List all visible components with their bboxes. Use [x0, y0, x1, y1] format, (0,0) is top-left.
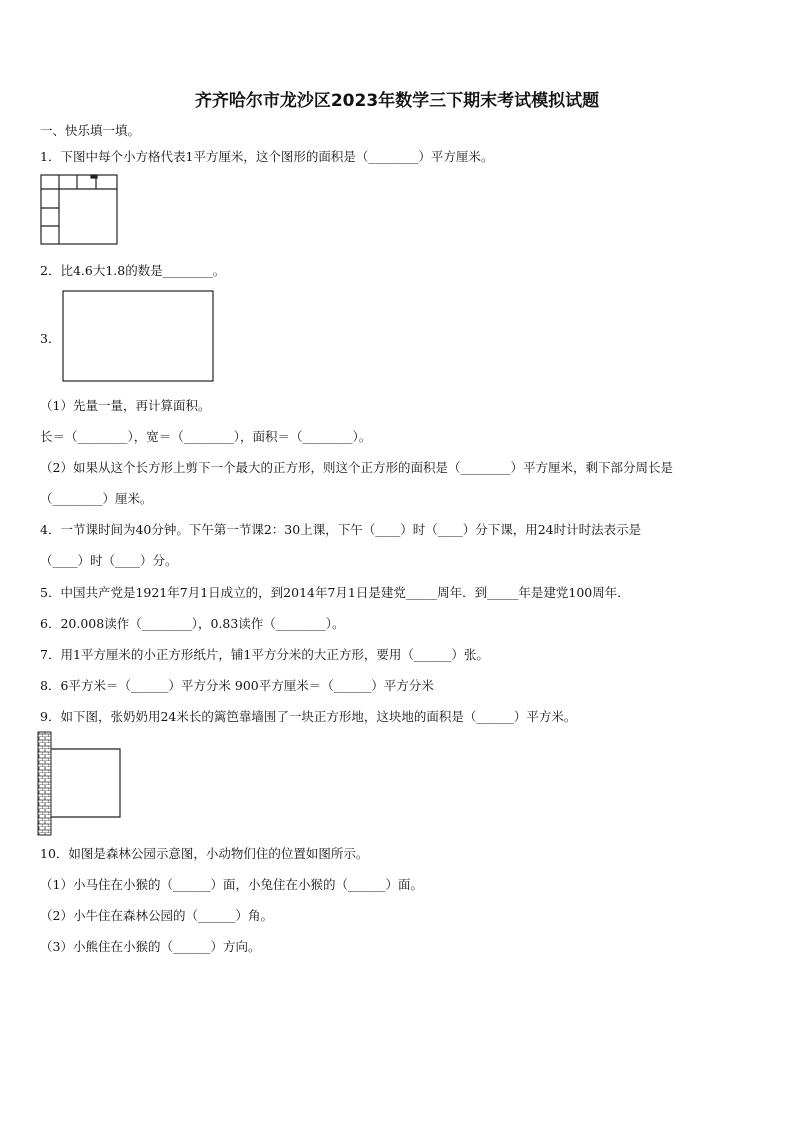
question-3-part-2-cont: （________）厘米。 [40, 491, 153, 506]
question-7: 7．用1平方厘米的小正方形纸片，铺1平方分米的大正方形，要用（______）张。 [40, 647, 489, 662]
grid-figure [40, 174, 120, 246]
grid-outer [41, 175, 117, 244]
wall [38, 732, 51, 835]
question-6: 6．20.008读作（________），0.83读作（________）。 [40, 616, 345, 631]
question-10-part-3: （3）小熊住在小猴的（______）方向。 [40, 939, 261, 954]
question-10-part-1: （1）小马住在小猴的（______）面，小兔住在小猴的（______）面。 [40, 877, 423, 892]
question-9: 9．如下图，张奶奶用24米长的篱笆靠墙围了一块正方形地，这块地的面积是（______）平方米。 [40, 709, 577, 724]
question-3-part-1: （1）先量一量，再计算面积。 [40, 398, 211, 413]
question-8: 8．6平方米＝（______）平方分米 900平方厘米＝（______）平方分米 [40, 678, 434, 693]
question-3-part-2: （2）如果从这个长方形上剪下一个最大的正方形，则这个正方形的面积是（________）平方厘米，剩下部分周长是 [40, 460, 673, 475]
question-1: 1．下图中每个小方格代表1平方厘米，这个图形的面积是（________）平方厘米。 [40, 149, 494, 164]
fence-wall-figure [36, 731, 126, 837]
rectangle-figure [62, 290, 215, 383]
question-4: 4．一节课时间为40分钟。下午第一节课2：30上课，下午（____）时（____）分下课，用24时计时法表示是 [40, 522, 642, 537]
question-10-part-2: （2）小牛住在森林公园的（______）角。 [40, 908, 273, 923]
question-3-part-1-answer: 长＝（________），宽＝（________），面积＝（________）。 [40, 429, 372, 444]
page-title: 齐齐哈尔市龙沙区2023年数学三下期末考试模拟试题 [194, 91, 600, 111]
question-3-number: 3． [40, 331, 61, 346]
question-10: 10．如图是森林公园示意图，小动物们住的位置如图所示。 [40, 846, 369, 861]
section-heading: 一、快乐填一填。 [40, 123, 141, 138]
question-4-cont: （____）时（____）分。 [40, 553, 178, 568]
question-2: 2．比4.6大1.8的数是________。 [40, 263, 226, 278]
fence [51, 749, 120, 817]
question-5: 5．中国共产党是1921年7月1日成立的，到2014年7月1日是建党_____周年．到_____年是建党100周年． [40, 585, 630, 600]
